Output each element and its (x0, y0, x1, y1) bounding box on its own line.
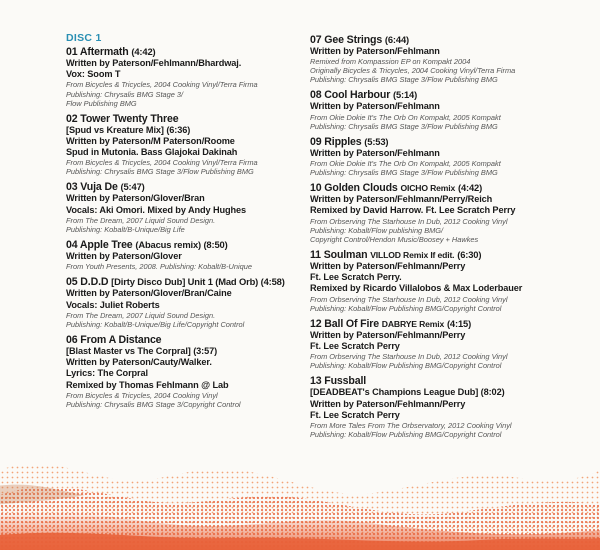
track-entry (66, 113, 306, 177)
track-credit: Vocals: Aki Omori. Mixed by Andy Hughes (66, 204, 247, 215)
track-heading (66, 239, 306, 251)
track-credit: Written by Paterson/Glover/Bran (66, 193, 205, 204)
track-credit: Remixed by Ricardo Villalobos & Max Loderbauer (310, 283, 523, 294)
track-number: 12 (310, 317, 322, 330)
track-credit: Written by Paterson/Fehlmann (310, 101, 440, 112)
track-entry (310, 375, 572, 439)
track-title: Tower Twenty Three (80, 112, 179, 125)
track-number: 08 (310, 89, 322, 102)
track-release-note: Publishing: Kobalt/B-Unique/Big Life/Copyright Control (66, 319, 245, 329)
track-credit: Written by Paterson/Fehlmann (310, 147, 440, 158)
track-release-note: Publishing: Kobalt/Flow Publishing BMG/Copyright Control (310, 361, 502, 371)
track-heading (310, 136, 572, 148)
track-title: From A Distance (80, 333, 162, 346)
track-release-note: From Bicycles & Tricycles, 2004 Cooking Vinyl/Terra Firma (66, 80, 258, 90)
track-number: 02 (66, 112, 78, 125)
track-remix: VILLOD Remix If edit. (370, 249, 455, 260)
track-duration: (4:42) (131, 46, 156, 57)
track-number: 03 (66, 181, 78, 194)
right-track-list (310, 34, 572, 439)
track-release-note: From Okie Dokie It's The Orb On Kompakt, 2005 Kompakt (310, 159, 501, 169)
track-credit: Spud in Mutonia. Bass Glajokai Dakinah (66, 147, 238, 158)
track-release-note: From Bicycles & Tricycles, 2004 Cooking Vinyl/Terra Firma (66, 158, 258, 168)
track-duration: (4:42) (457, 182, 483, 194)
track-entry (310, 34, 572, 84)
track-release-note: Publishing: Kobalt/Flow publishing BMG/ (310, 225, 444, 235)
track-title: D.D.D (80, 276, 109, 289)
track-release-note: From Orbserving The Starhouse In Dub, 2012 Cooking Vinyl (310, 294, 508, 304)
track-release-note: From The Dream, 2007 Liquid Sound Design. (66, 215, 216, 225)
track-credit: Written by Paterson/Glover (66, 251, 182, 262)
track-release-note: From Okie Dokie It's The Orb On Kompakt, 2005 Kompakt (310, 112, 501, 122)
track-release-note: Publishing: Chrysalis BMG Stage 3/ (66, 89, 184, 99)
track-number: 09 (310, 135, 322, 148)
track-number: 07 (310, 34, 322, 46)
track-number: 06 (66, 333, 78, 346)
track-duration: (5:53) (364, 135, 389, 147)
track-title: Aftermath (79, 46, 129, 58)
track-entry (66, 181, 306, 234)
track-credit: Written by Paterson/Fehlmann (310, 46, 440, 56)
track-release-note: Publishing: Chrysalis BMG Stage 3/Flow Publishing BMG (310, 75, 498, 85)
track-remix: OICHO Remix (400, 183, 456, 194)
track-credit: Written by Paterson/Fehlmann/Perry (310, 260, 466, 271)
track-credit: Lyrics: The Corpral (66, 368, 148, 379)
track-release-note: Publishing: Chrysalis BMG Stage 3/Flow Publishing BMG (310, 121, 498, 131)
track-heading (66, 181, 306, 193)
track-release-note: Publishing: Kobalt/B-Unique/Big Life (66, 224, 185, 234)
track-release-note: From Orbserving The Starhouse In Dub, 2012 Cooking Vinyl (310, 352, 508, 362)
track-number: 10 (310, 182, 322, 195)
track-release-note: Publishing: Kobalt/Flow Publishing BMG/Copyright Control (310, 430, 502, 440)
track-heading (310, 89, 572, 101)
track-title: Gee Strings (324, 34, 383, 46)
track-duration: (Abacus remix) (8:50) (135, 239, 228, 251)
track-release-note: Publishing: Chrysalis BMG Stage 3/Copyright Control (66, 399, 241, 409)
track-entry (310, 89, 572, 130)
track-title: Golden Clouds (324, 182, 398, 195)
track-number: 13 (310, 375, 322, 388)
track-remix: DABRYE Remix (381, 318, 445, 329)
track-release-note: From Youth Presents, 2008. Publishing: Kobalt/B-Unique (66, 262, 252, 272)
track-release-note: Publishing: Kobalt/Flow Publishing BMG/Copyright Control (310, 303, 502, 313)
track-heading (66, 334, 306, 346)
track-number: 01 (66, 46, 78, 58)
track-credit: Ft. Lee Scratch Perry (310, 340, 400, 351)
track-heading (310, 318, 572, 330)
track-release-note: Publishing: Chrysalis BMG Stage 3/Flow Publishing BMG (66, 167, 254, 177)
track-number: 04 (66, 239, 78, 252)
track-title: Ripples (324, 135, 362, 148)
track-credit: Written by Paterson/Fehlmann/Perry (310, 329, 466, 340)
track-credit: Written by Paterson/Fehlmann/Bhardwaj. (66, 58, 242, 68)
track-entry (66, 334, 306, 409)
track-release-note: From The Dream, 2007 Liquid Sound Design. (66, 310, 216, 320)
track-release-note: Publishing: Chrysalis BMG Stage 3/Flow Publishing BMG (310, 168, 498, 178)
track-credit: [Blast Master vs The Corpral] (3:57) (66, 345, 218, 356)
track-credit: Vox: Soom T (66, 69, 121, 80)
track-credit: [Spud vs Kreature Mix] (6:36) (66, 124, 191, 135)
track-credit: Remixed by David Harrow. Ft. Lee Scratch Perry (310, 205, 516, 216)
track-duration: (6:30) (457, 248, 482, 260)
track-duration: (5:47) (120, 181, 145, 193)
tracklist-right-column (310, 34, 572, 444)
track-release-note: From Orbserving The Starhouse In Dub, 2012 Cooking Vinyl (310, 216, 508, 226)
track-release-note: From Bicycles & Tricycles, 2004 Cooking Vinyl (66, 390, 218, 400)
track-entry (310, 136, 572, 177)
track-entry (66, 239, 306, 271)
track-number: 05 (66, 276, 78, 289)
track-title: Vuja De (80, 181, 118, 194)
track-title: Soulman (323, 248, 368, 261)
track-credit: Remixed by Thomas Fehlmann @ Lab (66, 379, 229, 390)
track-release-note: Copyright Control/Hendon Music/Boosey + Hawkes (310, 234, 479, 244)
track-heading (66, 46, 306, 58)
track-heading (66, 113, 306, 125)
track-heading (310, 182, 572, 194)
track-title: Fussball (324, 375, 367, 388)
track-title: Apple Tree (79, 239, 133, 252)
track-entry (310, 318, 572, 371)
left-track-list (66, 46, 306, 409)
track-entry (310, 249, 572, 313)
track-release-note: From More Tales From The Orbservatory, 2012 Cooking Vinyl (310, 420, 512, 430)
track-release-note: Remixed from Kompassion EP on Kompakt 2004 (310, 57, 471, 67)
track-credit: Written by Paterson/Fehlmann/Perry (310, 398, 466, 409)
track-credit: Written by Paterson/Cauty/Walker. (66, 357, 212, 368)
track-title: Cool Harbour (324, 89, 391, 102)
track-credit: [DEADBEAT's Champions League Dub] (8:02) (310, 387, 505, 398)
track-duration: (4:15) (446, 317, 472, 329)
track-credit: Ft. Lee Scratch Perry. (310, 272, 402, 283)
track-credit: Vocals: Juliet Roberts (66, 299, 160, 310)
track-heading (310, 249, 572, 261)
track-release-note: Originally Bicycles & Tricycles, 2004 Cooking Vinyl/Terra Firma (310, 66, 516, 76)
track-credit: Written by Paterson/Fehlmann/Perry/Reich (310, 194, 493, 205)
tracklist-left-column (66, 32, 306, 414)
track-entry (66, 276, 306, 329)
track-entry (310, 182, 572, 244)
disc-label: DISC 1 (66, 32, 102, 44)
track-duration: [Dirty Disco Dub] Unit 1 (Mad Orb) (4:58) (111, 276, 285, 288)
track-credit: Ft. Lee Scratch Perry (310, 409, 400, 420)
track-entry (66, 46, 306, 108)
track-duration: (6:44) (384, 34, 409, 45)
track-number: 11 (310, 248, 321, 261)
track-title: Ball Of Fire (324, 317, 379, 330)
track-heading (310, 34, 572, 46)
track-duration: (5:14) (392, 89, 418, 101)
track-heading (66, 276, 306, 288)
track-credit: Written by Paterson/Glover/Bran/Caine (66, 288, 232, 299)
track-heading (310, 375, 572, 387)
track-release-note: Flow Publishing BMG (66, 98, 137, 108)
track-credit: Written by Paterson/M Paterson/Roome (66, 135, 235, 146)
